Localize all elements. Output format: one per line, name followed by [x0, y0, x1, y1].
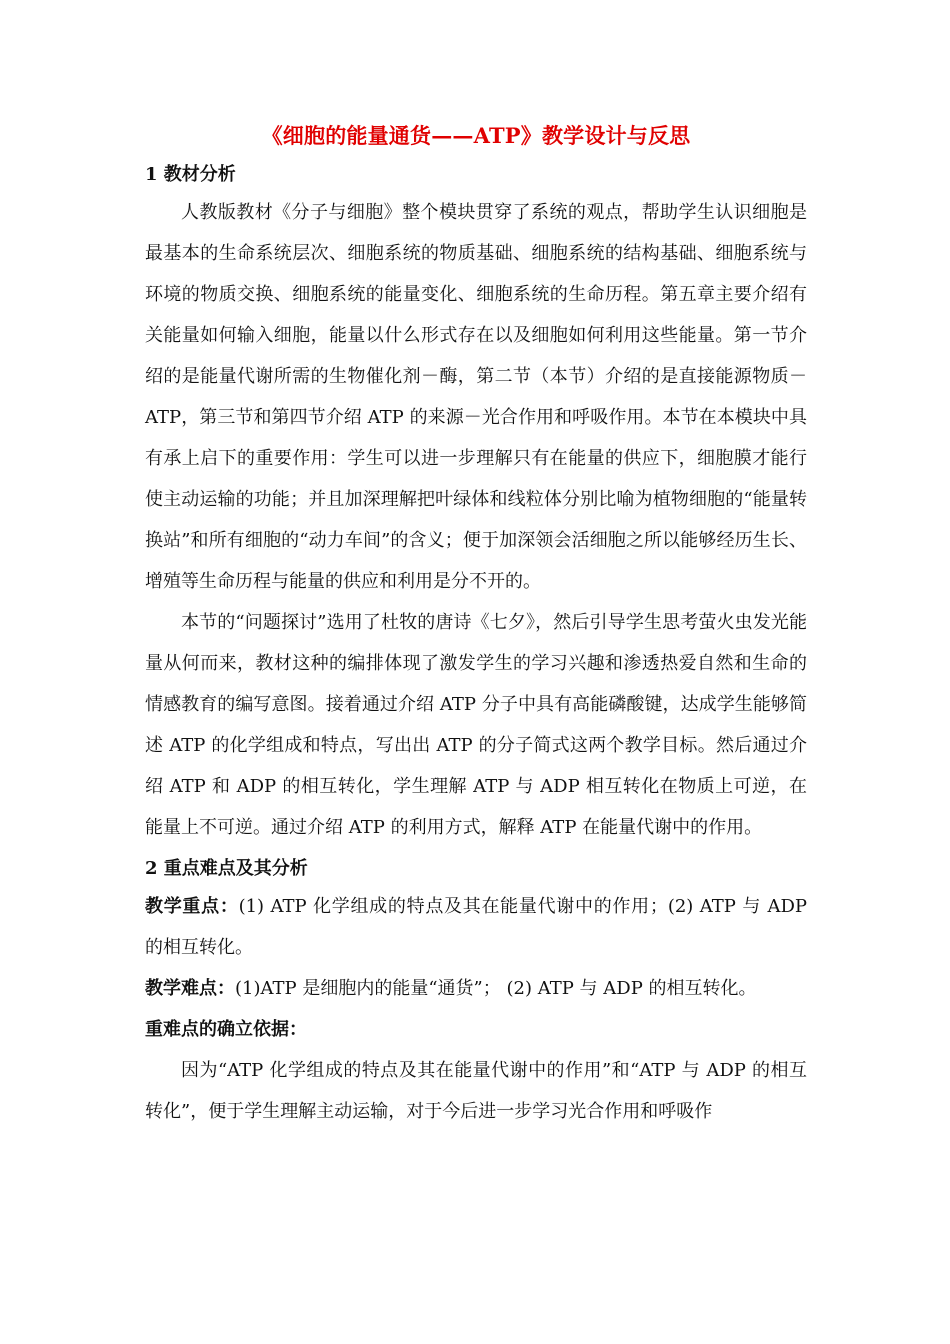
text-teaching-key-points: (1) ATP 化学组成的特点及其在能量代谢中的作用；(2) ATP 与 ADP 的相互转化。 — [145, 896, 808, 958]
paragraph-textbook-analysis-1: 人教版教材《分子与细胞》整个模块贯穿了系统的观点，帮助学生认识细胞是最基本的生命系统层次、细胞系统的物质基础、细胞系统的结构基础、细胞系统与环境的物质交换、细胞系统的能量变化、细胞系统的生命历程。第五章主要介绍有关能量如何输入细胞，能量以什么形式存在以及细胞如何利用这些能量。第一节介绍的是能量代谢所需的生物催化剂－酶，第二节（本节）介绍的是直接能源物质－ATP，第三节和第四节介绍 ATP 的来源－光合作用和呼吸作用。本节在本模块中具有承上启下的重要作用：学生可以进一步理解只有在能量的供应下，细胞膜才能行使主动运输的功能；并且加深理解把叶绿体和线粒体分别比喻为植物细胞的“能量转换站”和所有细胞的“动力车间”的含义；便于加深领会活细胞之所以能够经历生长、增殖等生命历程与能量的供应和利用是分不开的。 — [145, 202, 807, 592]
text-teaching-difficulties: (1)ATP 是细胞内的能量“通货”； (2) ATP 与 ADP 的相互转化。 — [235, 978, 757, 999]
document-page — [145, 118, 807, 1132]
label-basis: 重难点的确立依据： — [145, 1019, 307, 1040]
paragraph-basis-text: 因为“ATP 化学组成的特点及其在能量代谢中的作用”和“ATP 与 ADP 的相互转化”，便于学生理解主动运输，对于今后进一步学习光合作用和呼吸作 — [145, 1060, 807, 1122]
paragraph-teaching-key-points — [145, 886, 807, 968]
section-heading-key-difficult-points: 2 重点难点及其分析 — [145, 858, 308, 879]
document-title: 《细胞的能量通货——ATP》教学设计与反思 — [261, 123, 691, 148]
paragraph-teaching-difficulties — [145, 968, 807, 1009]
label-teaching-key-points: 教学重点： — [145, 896, 239, 917]
paragraph-textbook-analysis-2: 本节的“问题探讨”选用了杜牧的唐诗《七夕》，然后引导学生思考萤火虫发光能量从何而来，教材这种的编排体现了激发学生的学习兴趣和渗透热爱自然和生命的情感教育的编写意图。接着通过介绍 ATP 分子中具有高能磷酸键，达成学生能够简述 ATP 的化学组成和特点，写出出 ATP 的分子简式这两个教学目标。然后通过介绍 ATP 和 ADP 的相互转化，学生理解 ATP 与 ADP 相互转化在物质上可逆，在能量上不可逆。通过介绍 ATP 的利用方式，解释 ATP 在能量代谢中的作用。 — [145, 612, 807, 838]
section-heading-textbook-analysis: 1 教材分析 — [145, 164, 236, 185]
label-teaching-difficulties: 教学难点： — [145, 978, 235, 999]
paragraph-basis-label — [145, 1009, 807, 1050]
